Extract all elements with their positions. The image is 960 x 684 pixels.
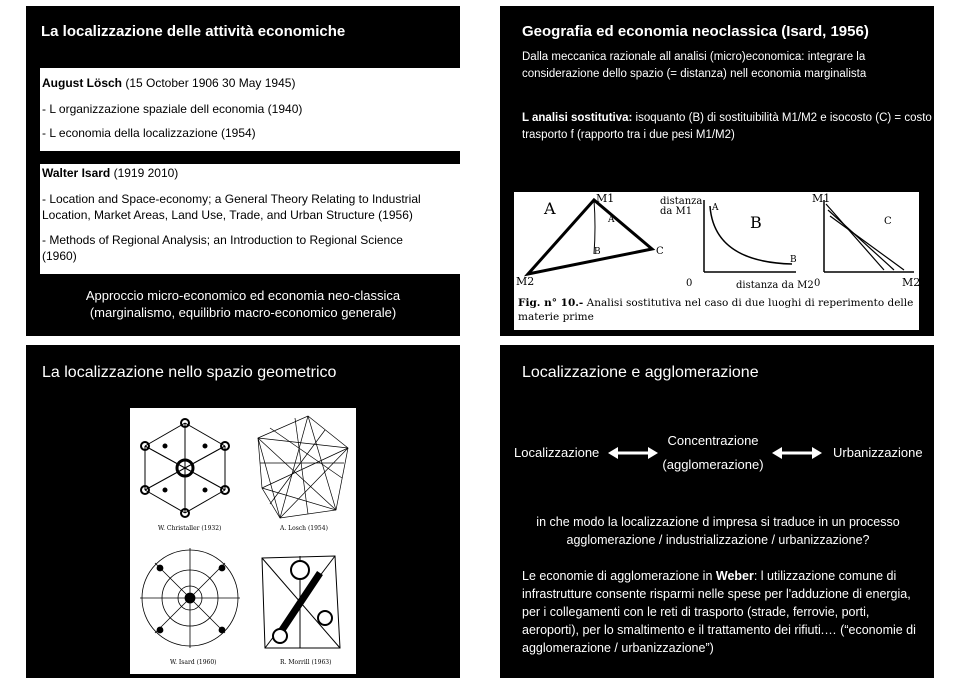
label-b-small: B [594, 247, 601, 257]
caption-christaller: W. Christaller (1932) [158, 525, 222, 532]
double-arrow-left-icon [608, 446, 658, 460]
substitution-figure [514, 192, 919, 330]
label-distance-m2: distanza da M2 [736, 280, 814, 291]
analysis-label: L analisi sostitutiva: [522, 112, 633, 124]
losch-box [40, 68, 460, 151]
losch-work-2: - L economia della localizzazione (1954) [42, 126, 256, 140]
christaller-network [141, 419, 229, 517]
slide-localizzazione-spazio-geometrico [26, 345, 460, 678]
losch-dates: (15 October 1906 30 May 1945) [122, 76, 296, 90]
approach-line-1: Approccio micro-economico ed economia neo-classica [85, 288, 401, 303]
weber-name: Weber [715, 569, 754, 583]
isard-work-2: - Methods of Regional Analysis; an Introduction to Regional Science (1960) [42, 233, 403, 263]
losch-mesh [258, 416, 348, 518]
losch-heading [42, 75, 295, 91]
isocost-line-3 [830, 216, 904, 270]
spatial-models-illustration [130, 408, 356, 674]
flow-localizzazione: Localizzazione [514, 445, 600, 460]
label-c-a: C [656, 246, 664, 257]
slide-title: Geografia ed economia neoclassica (Isard, 1956) [522, 23, 869, 40]
caption-isard: W. Isard (1960) [170, 659, 217, 666]
flow-concentrazione: Concentrazione [667, 433, 759, 448]
label-distance-m1-line2: da M1 [660, 206, 693, 217]
triangle-inner-line [594, 200, 595, 254]
isard-web [140, 548, 240, 648]
weber-text [522, 567, 918, 657]
question-text: in che modo la localizzazione d impresa si traduce in un processo agglomerazione / industrializzazione / urbanizzazione? [536, 515, 900, 547]
label-a-small: A [608, 215, 615, 225]
approach-line-2: (marginalismo, equilibrio macro-economico generale) [89, 305, 397, 320]
isard-box [40, 164, 460, 274]
weber-text-pre: Le economie di agglomerazione in [522, 569, 716, 583]
slide-title: La localizzazione delle attività economiche [41, 23, 346, 40]
isard-work-1: - Location and Space-economy; a General Theory Relating to Industrial Location, Market Areas, Land Use, Trade, and Urban Structure (1956) [42, 192, 421, 222]
label-a: A [544, 199, 556, 218]
label-b-isoquant: B [790, 255, 797, 265]
losch-name: August Lösch [42, 76, 122, 90]
weber-text-post: : l utilizzazione comune di infrastrutture consente risparmi nelle spese per l'adduzione di energia, per i collegamenti con le reti di trasporto (strade, ferrovie, porti, aeroporti), per lo smaltimento e il trattamento dei rifiuti.… (“economie di agglomerazione / urbanizzazione”) [522, 569, 916, 655]
label-distance-m1-line1: distanza [660, 196, 703, 207]
slide-title: Localizzazione e agglomerazione [522, 364, 759, 381]
figure-caption-label: Fig. n° 10.- [518, 297, 584, 309]
isard-name: Walter Isard [42, 166, 111, 180]
isard-dates: (1919 2010) [110, 166, 179, 180]
label-m1-a: M1 [596, 192, 615, 205]
label-zero-b: 0 [686, 278, 693, 289]
label-c-big: C [884, 216, 892, 227]
label-a-isoquant: A [712, 203, 719, 213]
slide-localizzazione-attivita [26, 6, 460, 336]
analysis-body: isoquanto (B) di sostituibilità M1/M2 e isocosto (C) = costo trasporto f (rapporto tra i due pesi M1/M2) [522, 112, 932, 141]
label-m2-a: M2 [516, 275, 535, 288]
morrill-network [262, 556, 340, 648]
slide-localizzazione-agglomerazione [500, 345, 934, 678]
isard-heading [42, 165, 178, 181]
label-m2-c: M2 [902, 276, 919, 289]
label-b-big: B [750, 213, 762, 232]
models-figure [130, 408, 356, 674]
slide-geografia-economia-neoclassica [500, 6, 934, 336]
figure-caption-text: Analisi sostitutiva nel caso di due luoghi di reperimento delle materie prime [518, 297, 914, 323]
isocost-line-1 [826, 204, 884, 270]
label-m1-c: M1 [812, 192, 831, 205]
slide-title: La localizzazione nello spazio geometrico [42, 364, 337, 381]
double-arrow-right-icon [772, 446, 822, 460]
analysis-text [522, 110, 934, 144]
flow-agglomerazione: (agglomerazione) [662, 457, 764, 472]
losch-work-1: - L organizzazione spaziale dell economia (1940) [42, 102, 303, 116]
figure-caption [518, 296, 916, 324]
caption-morrill: R. Morrill (1963) [280, 659, 332, 666]
flow-urbanizzazione: Urbanizzazione [833, 445, 923, 460]
label-zero-c: 0 [814, 278, 821, 289]
intro-text: Dalla meccanica razionale all analisi (micro)economica: integrare la considerazione dello spazio (= distanza) nell economia marginalista [522, 51, 867, 80]
caption-losch: A. Losch (1954) [280, 525, 328, 532]
